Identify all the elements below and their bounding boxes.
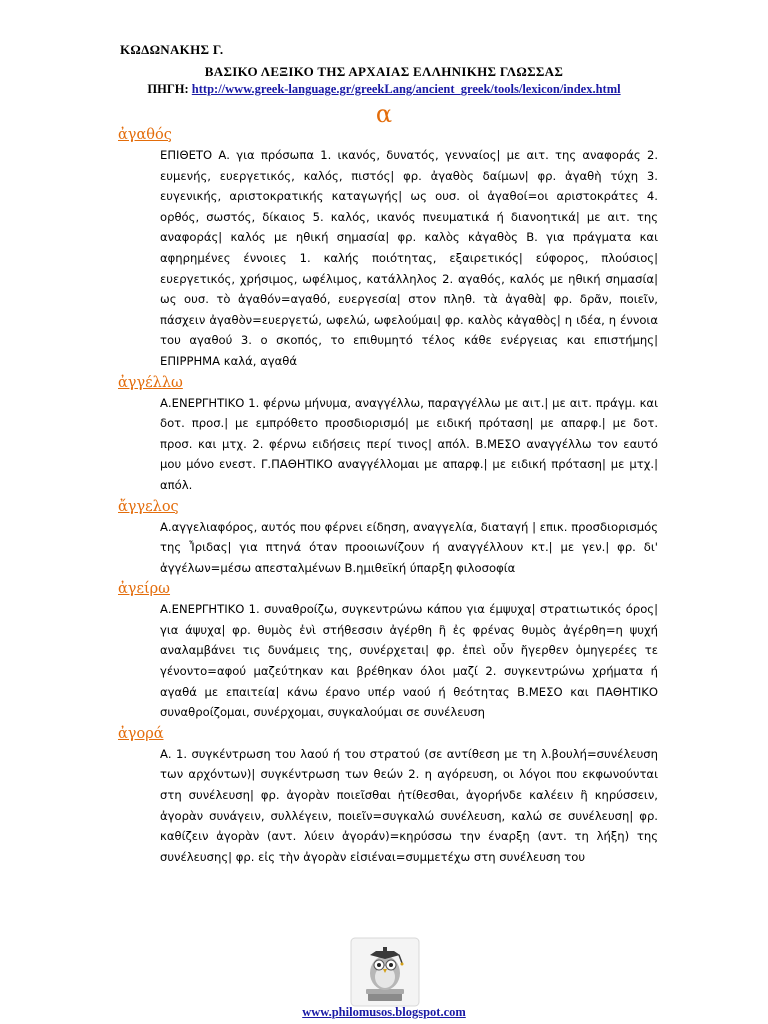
lexicon-entries — [118, 126, 658, 869]
entry-definition: Α.ΕΝΕΡΓΗΤΙΚΟ 1. συναθροίζω, συγκεντρώνω κάπου για έμψυχα| στρατιωτικός όρος| για άψυχα| φρ. θυμὸς ἐνὶ στήθεσσιν ἀγέρθη ἢ ἐς φρένας θυμὸς ἀγέρθη=η ψυχή αναλαμβάνει τις δυνάμεις της, συνέρχεται| φρ. ἐπεὶ οὖν ἤγερθεν ὁμηγερέες τε γένοντο=αφού μαζεύτηκαν και βρέθηκαν όλοι μαζί 2. συγκεντρώνω χρήματα ή αγαθά με επαιτεία| κάνω έρανο υπέρ ναού ή θεότητας Β.ΜΕΣΟ και ΠΑΘΗΤΙΚΟ συναθροίζομαι, συνέρχομαι, συγκαλούμαι σε συνέλευση — [160, 602, 658, 720]
lexicon-entry — [118, 498, 658, 579]
document-title: ΒΑΣΙΚΟ ΛΕΞΙΚΟ ΤΗΣ ΑΡΧΑΙΑΣ ΕΛΛΗΝΙΚΗΣ ΓΛΩΣΣΑΣ — [204, 64, 564, 79]
source-link[interactable]: http://www.greek-language.gr/greekLang/ancient_greek/tools/lexicon/index.html — [191, 82, 621, 96]
lexicon-entry — [118, 725, 658, 868]
footer — [0, 1005, 768, 1020]
section-letter: α — [375, 100, 393, 128]
source-line — [0, 82, 768, 97]
entry-definition: Α.ΕΝΕΡΓΗΤΙΚΟ 1. φέρνω μήνυμα, αναγγέλλω, παραγγέλλω με αιτ.| με αιτ. πράγμ. και δοτ. προσ.| με εμπρόθετο προσδιορισμό| με ειδική πρόταση| με απαρφ.| με δοτ. προσ. και μτχ. 2. φέρνω ειδήσεις περί τινος| απόλ. Β.ΜΕΣΟ αναγγέλλω τον εαυτό μου μόνο ενεστ. Γ.ΠΑΘΗΤΙΚΟ αναγγέλλομαι με απαρφ.| με ειδική πρόταση| με μτχ.| απόλ. — [160, 395, 658, 492]
entry-definition: Α.αγγελιαφόρος, αυτός που φέρνει είδηση, αναγγελία, διαταγή | επικ. προσδιορισμός της Ἶριδας| για πτηνά όταν προοιωνίζουν ή αναγγέλλουν κτ.| με γεν.| φρ. δι' ἀγγέλων=μέσω απεσταλμένων Β.ημιθεϊκή ύπαρξη φιλοσοφία — [160, 519, 658, 575]
lexicon-entry — [118, 374, 658, 496]
entry-definition: ΕΠΙΘΕΤΟ Α. για πρόσωπα 1. ικανός, δυνατός, γενναίος| με αιτ. της αναφοράς 2. ευμενής, ευεργετικός, καλός, πιστός| φρ. ἀγαθὸς δαίμων| φρ. ἀγαθὴ τύχη 3. ευγενικής, αριστοκρατικής καταγωγής| ως ουσ. οἱ ἀγαθοί=οι αριστοκράτες 4. ορθός, σωστός, δίκαιος 5. καλός, ικανός πνευματικά ή διανοητικά| με αιτ. της αναφοράς| καλός με ηθική σημασία| φρ. καλὸς κἀγαθὸς Β. για πράγματα και αφηρημένες έννοιες 1. καλής ποιότητας, εξαιρετικός| εύφορος, πλούσιος| ευεργετικός, χρήσιμος, ωφέλιμος, κατάλληλος 2. αγαθός, καλός με ηθική σημασία| ως ουσ. τὸ ἀγαθόν=αγαθό, ευεργεσία| στον πληθ. τὰ ἀγαθὰ| φρ. δρᾶν, ποιεῖν, πάσχειν ἀγαθὸν=ευεργετώ, ωφελώ, ωφελούμαι| φρ. καλὸς κἀγαθὸς| η ιδέα, η έννοια του αγαθού 3. ο σκοπός, το επιθυμητό τέλος κάθε ενέργειας και επιστήμης| ΕΠΙΡΡΗΜΑ καλά, αγαθά — [160, 148, 658, 368]
entry-headword: ἀγορά — [118, 725, 164, 742]
entry-headword: ἀγαθός — [118, 127, 172, 143]
entry-headword: ἄγγελος — [118, 498, 179, 515]
lexicon-entry — [118, 126, 658, 372]
author-name: ΚΩΔΩΝΑΚΗΣ Γ. — [120, 42, 224, 57]
footer-blog-link[interactable]: www.philomusos.blogspot.com — [302, 1005, 466, 1019]
entry-headword: ἀγείρω — [118, 581, 171, 598]
source-label: ΠΗΓΗ: — [147, 82, 192, 96]
entry-headword: ἀγγέλλω — [118, 374, 183, 391]
owl-logo-icon — [350, 937, 420, 1007]
entry-definition: Α. 1. συγκέντρωση του λαού ή του στρατού (σε αντίθεση με τη λ.βουλή=συνέλευση των αρχόντων)| συγκέντρωση των θεών 2. η αγόρευση, οι λόγοι που εκφωνούνται στη συνέλευση| φρ. ἀγορὰν ποιεῖσθαι ἠτίθεσθαι, ἀγορήνδε καλέειν ἢ κηρύσσειν, ἀγορὰν συνάγειν, συλλέγειν, ποιεῖν=συγκαλώ συνέλευση, καλώ σε συνέλευση| φρ. καθίζειν ἀγορὰν (αντ. λύειν ἀγοράν)=κηρύσσω την έναρξη (αντ. τη λήξη) της συνέλευσης| φρ. εἰς τὴν ἀγορὰν εἰσιέναι=συμμετέχω στη συνέλευση του — [160, 746, 658, 864]
lexicon-entry — [118, 580, 658, 723]
